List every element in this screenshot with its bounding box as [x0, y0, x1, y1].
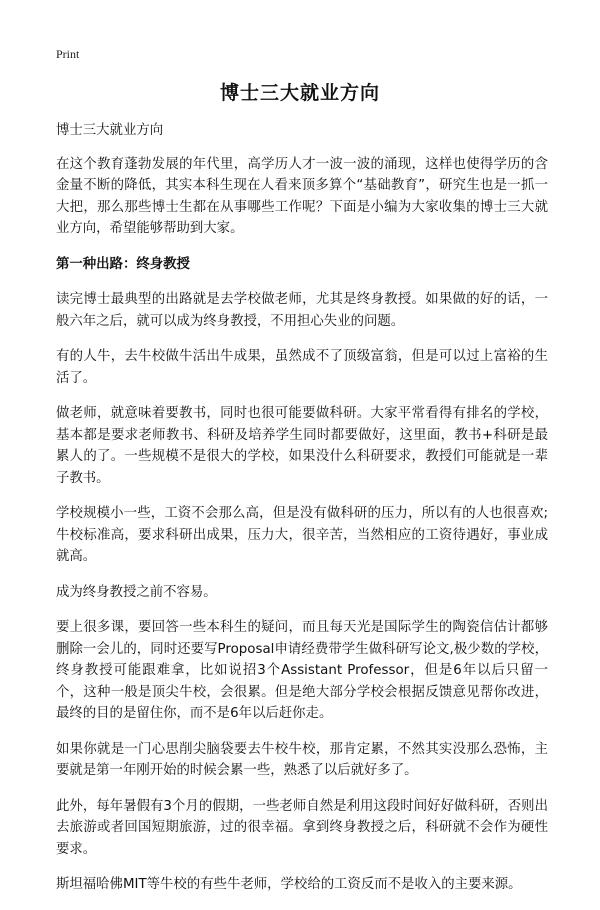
paragraph-2: 有的人牛，去牛校做牛活出牛成果，虽然成不了顶级富翁，但是可以过上富裕的生活了。 [56, 349, 548, 386]
paragraph-6: 要上很多课，要回答一些本科生的疑问，而且每天光是国际学生的陶瓷信估计都够删除一会儿的，同时还要写Proposal申请经费带学生做科研写论文,极少数的学校，终身教授可能跟难拿，比如说招3个Assistant Professor，但是6年以后只留一个，这种一般是顶尖牛校，会很累。但是绝大部分学校会根据反馈意见帮你改进，最终的目的是留住你，而不是6年以后赶你走。 [56, 620, 548, 721]
paragraph-9: 斯坦福哈佛MIT等牛校的有些牛老师，学校给的工资反而不是收入的主要来源。 [56, 877, 522, 892]
paragraph-4: 学校规模小一些，工资不会那么高，但是没有做科研的压力，所以有的人也很喜欢;牛校标准高，要求科研出成果，压力大，很辛苦，当然相应的工资待遇好，事业成就高。 [56, 506, 548, 564]
page-title: 博士三大就业方向 [219, 82, 380, 104]
paragraph-8: 此外，每年暑假有3个月的假期，一些老师自然是利用这段时间好好做科研，否则出去旅游或者回国短期旅游，过的很幸福。拿到终身教授之后，科研就不会作为硬性要求。 [56, 798, 548, 857]
paragraph-7: 如果你就是一门心思削尖脑袋要去牛校牛校，那肯定累，不然其实没那么恐怖，主要就是第一年刚开始的时候会累一些，熟悉了以后就好多了。 [56, 741, 548, 778]
paragraph-3: 做老师，就意味着要教书，同时也很可能要做科研。大家平常看得有排名的学校，基本都是要求老师教书、科研及培养学生同时都要做好，这里面，教书+科研是最累人的了。一些规模不是很大的学校，如果没什么科研要求，教授们可能就是一辈子教书。 [56, 406, 548, 486]
paragraph-1: 读完博士最典型的出路就是去学校做老师，尤其是终身教授。如果做的好的话，一般六年之后，就可以成为终身教授，不用担心失业的问题。 [56, 292, 548, 329]
section-heading: 第一种出路：终身教授 [56, 256, 190, 272]
print-link[interactable]: Print [56, 47, 80, 61]
paragraph-5: 成为终身教授之前不容易。 [56, 584, 217, 600]
article-subtitle: 博士三大就业方向 [56, 123, 164, 138]
intro-paragraph: 在这个教育蓬勃发展的年代里，高学历人才一波一波的涌现，这样也使得学历的含金量不断的降低，其实本科生现在人看来顶多算个“基础教育”，研究生也是一抓一大把，那么那些博士生都在从事哪些工作呢？下面是小编为大家收集的博士三大就业方向，希望能够帮助到大家。 [56, 156, 548, 236]
article-body [56, 120, 548, 910]
